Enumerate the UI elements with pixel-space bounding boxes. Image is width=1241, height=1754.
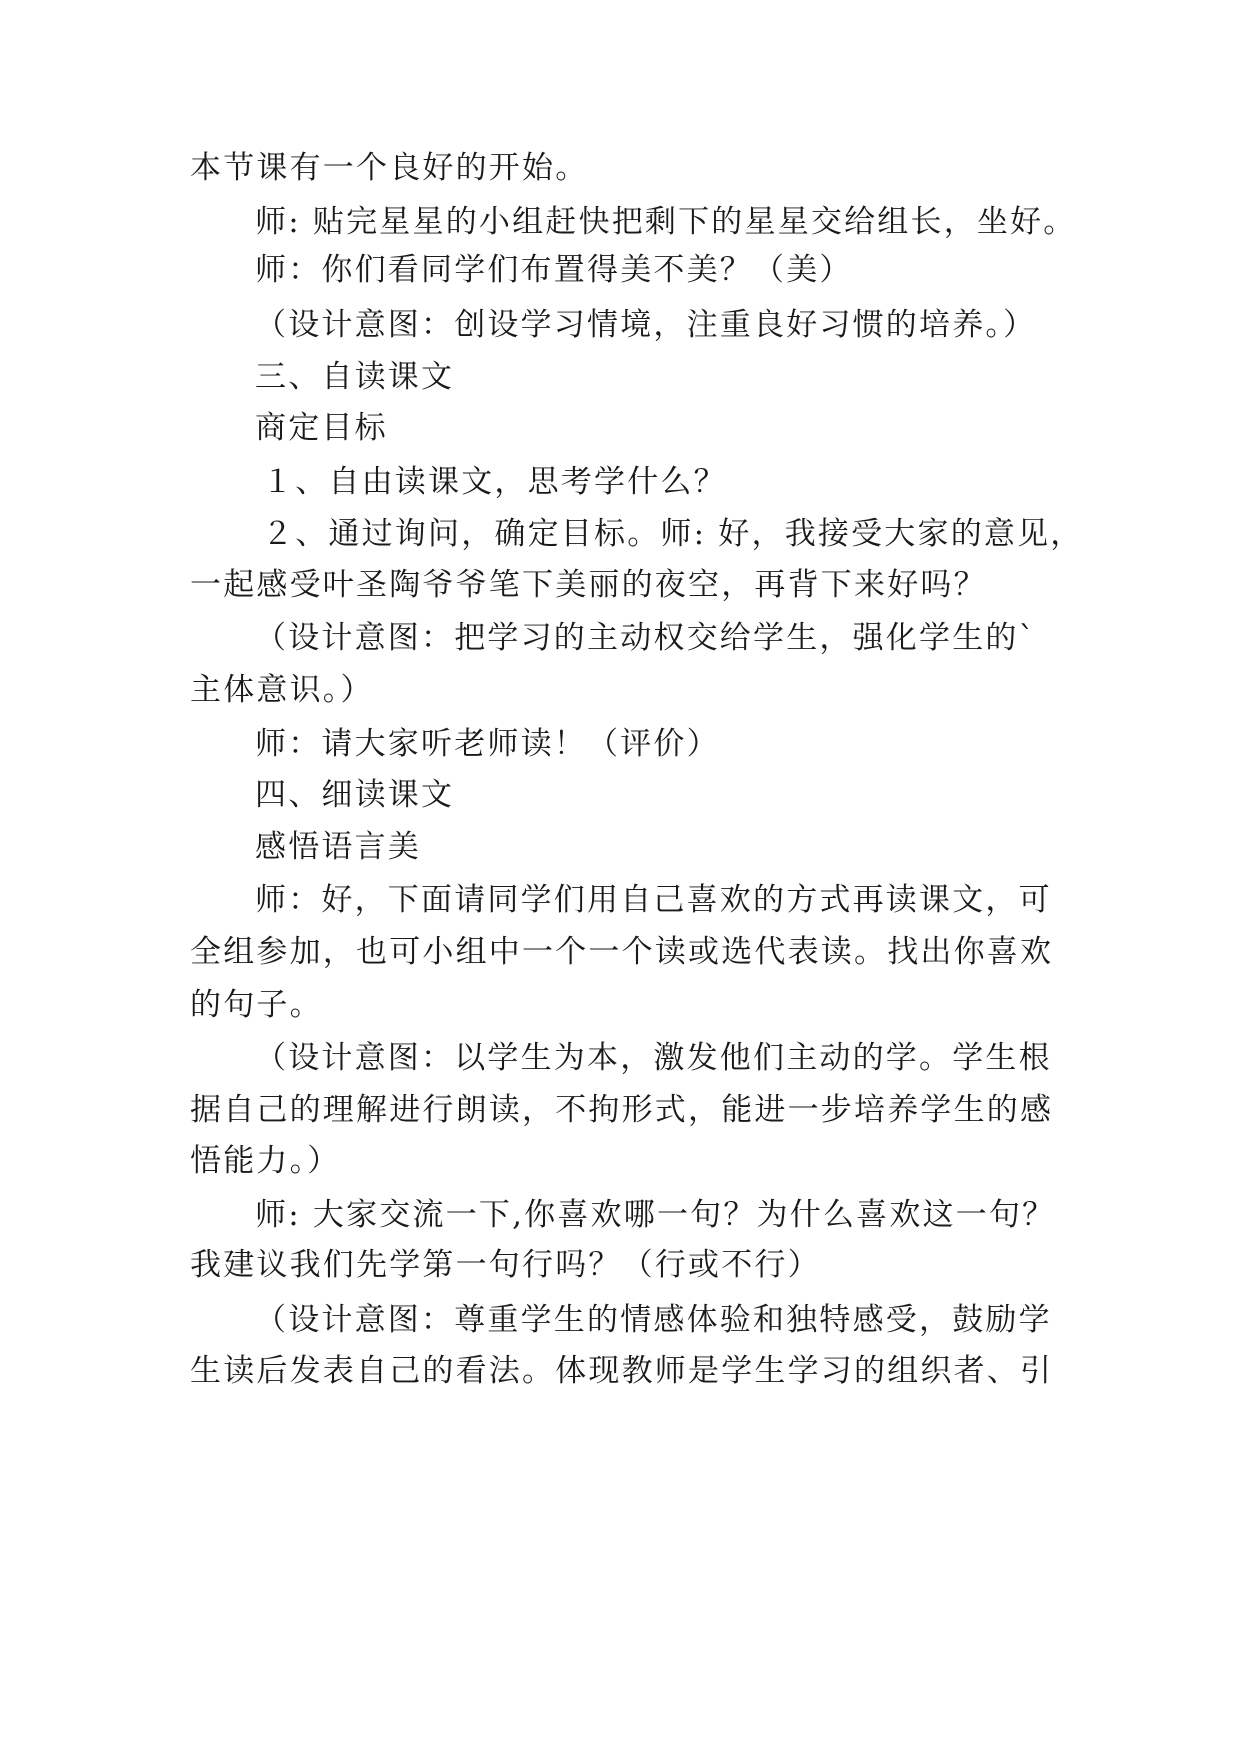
text-line: （设计意图：以学生为本，激发他们主动的学。学生根 [255,1040,1052,1076]
text-line: 全组参加，也可小组中一个一个读或选代表读。找出你喜欢 [190,934,1054,970]
subheading: 感悟语言美 [255,829,421,865]
text-line: 师：请大家听老师读！（评价） [255,726,720,762]
text-line: 师：好，下面请同学们用自己喜欢的方式再读课文，可 [255,882,1052,918]
text-line: 悟能力。） [190,1143,341,1179]
text-line: 我建议我们先学第一句行吗？（行或不行） [190,1247,821,1283]
text-line: （设计意图：把学习的主动权交给学生，强化学生的` [255,620,1037,656]
text-line: 的句子。 [190,987,323,1023]
text-line: 一起感受叶圣陶爷爷笔下美丽的夜空，再背下来好吗？ [190,567,987,603]
text-line: 据自己的理解进行朗读，不拘形式，能进一步培养学生的感 [190,1092,1054,1128]
section-heading: 四、细读课文 [255,777,455,813]
text-line: 师：你们看同学们布置得美不美？（美） [255,252,853,288]
text-line: （设计意图：尊重学生的情感体验和独特感受，鼓励学 [255,1302,1052,1338]
list-item: ２、通过询问，确定目标。师: 好，我接受大家的意见， [262,516,1084,552]
text-line: 主体意识。） [190,672,374,708]
section-heading: 三、自读课文 [255,359,455,395]
text-line: （设计意图：创设学习情境，注重良好习惯的培养。） [255,307,1037,343]
list-item: １、自由读课文，思考学什么？ [262,464,727,500]
text-line: 生读后发表自己的看法。体现教师是学生学习的组织者、引 [190,1353,1054,1389]
text-line: 本节课有一个良好的开始。 [190,150,589,186]
text-line: 师: 大家交流一下,你喜欢哪一句？为什么喜欢这一句？ [255,1197,1056,1233]
subheading: 商定目标 [255,410,388,446]
text-line: 师: 贴完星星的小组赶快把剩下的星星交给组长，坐好。 [255,204,1077,240]
